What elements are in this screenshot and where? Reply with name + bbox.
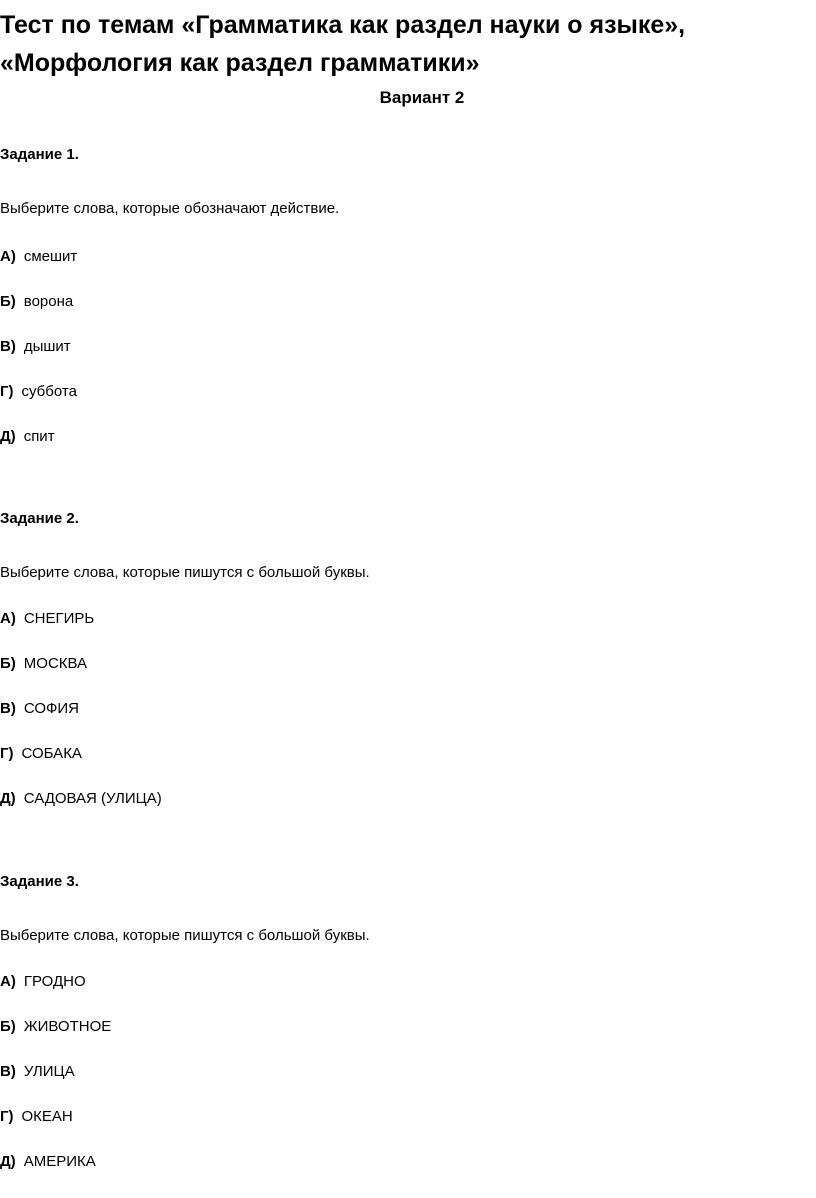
option-text: МОСКВА xyxy=(23,655,88,672)
task-3-question: Выберите слова, которые пишутся с большой буквы. xyxy=(0,927,370,944)
task-2-question: Выберите слова, которые пишутся с большой буквы. xyxy=(0,564,370,581)
task-3-option-g xyxy=(0,1108,73,1125)
option-text: СНЕГИРЬ xyxy=(23,610,95,627)
option-text: АМЕРИКА xyxy=(23,1153,96,1170)
task-2-option-b xyxy=(0,655,87,672)
task-1-option-g xyxy=(0,383,77,400)
option-letter: Г) xyxy=(0,745,14,762)
option-letter: Д) xyxy=(0,428,16,445)
option-letter: Б) xyxy=(0,1018,16,1035)
option-letter: Д) xyxy=(0,790,16,807)
option-letter: А) xyxy=(0,973,16,990)
option-letter: Б) xyxy=(0,655,16,672)
task-3-option-d xyxy=(0,1153,96,1170)
task-1-option-v xyxy=(0,338,71,355)
option-text: САДОВАЯ (УЛИЦА) xyxy=(23,790,162,807)
option-text: спит xyxy=(23,428,55,445)
option-letter: В) xyxy=(0,700,16,717)
task-2-option-d xyxy=(0,790,162,807)
option-letter: А) xyxy=(0,248,16,265)
task-3-title: Задание 3. xyxy=(0,873,79,890)
task-2-option-g xyxy=(0,745,82,762)
task-1-question: Выберите слова, которые обозначают действие. xyxy=(0,200,340,217)
option-text: дышит xyxy=(23,338,71,355)
option-text: ЖИВОТНОЕ xyxy=(23,1018,112,1035)
option-letter: Д) xyxy=(0,1153,16,1170)
task-2-option-v xyxy=(0,700,79,717)
option-letter: Г) xyxy=(0,1108,14,1125)
task-1-title: Задание 1. xyxy=(0,146,79,163)
option-text: СОБАКА xyxy=(21,745,82,762)
variant-heading: Вариант 2 xyxy=(379,88,465,107)
task-3-option-v xyxy=(0,1063,75,1080)
option-text: суббота xyxy=(21,383,77,400)
option-text: СОФИЯ xyxy=(23,700,80,717)
task-1-option-d xyxy=(0,428,55,445)
document-title: Тест по темам «Грамматика как раздел науки о языке», «Морфология как раздел грамматики» xyxy=(0,11,686,77)
option-letter: В) xyxy=(0,338,16,355)
option-letter: Г) xyxy=(0,383,14,400)
task-2-title: Задание 2. xyxy=(0,510,79,527)
option-text: УЛИЦА xyxy=(23,1063,75,1080)
option-letter: Б) xyxy=(0,293,16,310)
option-text: ворона xyxy=(23,293,74,310)
option-text: ОКЕАН xyxy=(21,1108,73,1125)
task-1-option-a xyxy=(0,248,77,265)
option-letter: А) xyxy=(0,610,16,627)
option-text: смешит xyxy=(23,248,78,265)
option-text: ГРОДНО xyxy=(23,973,86,990)
task-3-option-b xyxy=(0,1018,111,1035)
task-1-option-b xyxy=(0,293,73,310)
task-3-option-a xyxy=(0,973,86,990)
task-2-option-a xyxy=(0,610,94,627)
option-letter: В) xyxy=(0,1063,16,1080)
